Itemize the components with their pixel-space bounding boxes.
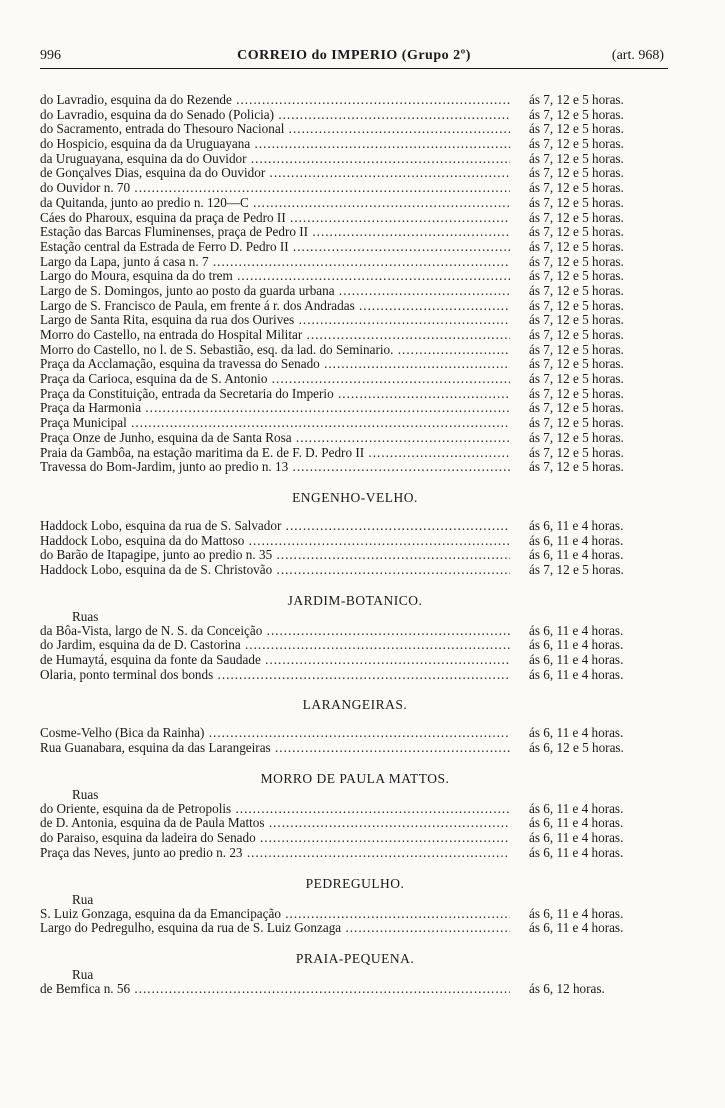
section-title-pedregulho: PEDREGULHO. [305,875,405,891]
location-text: Estação das Barcas Fluminenses, praça de Pedro II ..... [40,225,510,240]
subheading-ruas: Ruas [72,786,99,802]
location-text: Morro do Castello, na entrada do Hospital Militar ..... [40,328,510,343]
hours-text: ás 7, 12 e 5 horas. [525,328,624,343]
list-item [40,328,670,343]
hours-text: ás 6, 11 e 4 horas. [525,907,623,922]
location-text: de D. Antonia, esquina da de Paula Mattos ..... [40,816,510,831]
larangeiras-list [40,726,670,755]
section-title-larangeiras: LARANGEIRAS. [302,697,408,713]
location-text: de Bemfica n. 56 ..... [40,982,510,997]
hours-text: ás 7, 12 e 5 horas. [525,152,624,167]
location-text: Praça Municipal ..... [40,416,510,431]
location-text: Morro do Castello, no l. de S. Sebastião, esq. da lad. do Seminario. ..... [40,343,510,358]
praia-pequena-list [40,982,670,997]
hours-text: ás 7, 12 e 5 horas. [525,122,624,137]
subheading-rua: Rua [72,891,94,907]
list-item [40,343,670,358]
page-title: CORREIO do IMPERIO (Grupo 2º) [237,48,471,63]
jardim-botanico-list [40,624,670,683]
hours-text: ás 7, 12 e 5 horas. [525,431,624,446]
list-item [40,534,670,549]
list-item [40,726,670,741]
hours-text: ás 6, 12 horas. [525,982,605,997]
list-item [40,196,670,211]
list-item [40,802,670,817]
location-text: Largo de Santa Rita, esquina da rua dos Ourives ..... [40,313,510,328]
list-item [40,240,670,255]
list-item [40,269,670,284]
location-text: da Bôa-Vista, largo de N. S. da Conceição ..... [40,624,510,639]
list-item [40,211,670,226]
list-item [40,668,670,683]
list-item [40,299,670,314]
hours-text: ás 7, 12 e 5 horas. [525,93,624,108]
hours-text: ás 6, 12 e 5 horas. [525,741,624,756]
hours-text: ás 6, 11 e 4 horas. [525,534,623,549]
hours-text: ás 7, 12 e 5 horas. [525,108,624,123]
location-text: Praça da Constituição, entrada da Secretaria do Imperio ..... [40,387,510,402]
list-item [40,446,670,461]
list-item [40,921,670,936]
location-text: Haddock Lobo, esquina da rua de S. Salvador ..... [40,519,510,534]
location-text: Estação central da Estrada de Ferro D. Pedro II ..... [40,240,510,255]
location-text: Olaria, ponto terminal dos bonds ..... [40,668,510,683]
document-body [40,93,670,997]
article-reference: (art. 968) [611,48,664,63]
list-item [40,255,670,270]
hours-text: ás 7, 12 e 5 horas. [525,372,624,387]
morro-paula-mattos-list [40,802,670,861]
hours-text: ás 6, 11 e 4 horas. [525,816,623,831]
list-item [40,284,670,299]
section-title-praia-pequena: PRAIA-PEQUENA. [295,950,415,966]
location-text: Rua Guanabara, esquina da das Larangeiras ..... [40,741,510,756]
hours-text: ás 6, 11 e 4 horas. [525,548,623,563]
location-text: do Lavradio, esquina da do Rezende ..... [40,93,510,108]
subheading-rua: Rua [72,966,94,982]
hours-text: ás 7, 12 e 5 horas. [525,416,624,431]
list-item [40,831,670,846]
hours-text: ás 7, 12 e 5 horas. [525,563,624,578]
list-item [40,166,670,181]
list-item [40,460,670,475]
hours-text: ás 7, 12 e 5 horas. [525,225,624,240]
list-item [40,638,670,653]
section-title-morro-paula-mattos: MORRO DE PAULA MATTOS. [260,770,450,786]
hours-text: ás 7, 12 e 5 horas. [525,255,624,270]
list-item [40,137,670,152]
hours-text: ás 7, 12 e 5 horas. [525,343,624,358]
hours-text: ás 6, 11 e 4 horas. [525,519,623,534]
page-number: 996 [40,48,61,63]
location-text: do Jardim, esquina da de D. Castorina ..... [40,638,510,653]
location-text: do Hospicio, esquina da da Uruguayana ..... [40,137,510,152]
hours-text: ás 7, 12 e 5 horas. [525,299,624,314]
centro-list [40,93,670,475]
location-text: Praça da Carioca, esquina da de S. Antonio ..... [40,372,510,387]
list-item [40,982,670,997]
hours-text: ás 7, 12 e 5 horas. [525,181,624,196]
list-item [40,93,670,108]
section-title-jardim-botanico: JARDIM-BOTANICO. [287,592,423,608]
location-text: Cáes do Pharoux, esquina da praça de Pedro II ..... [40,211,510,226]
hours-text: ás 7, 12 e 5 horas. [525,137,624,152]
location-text: do Lavradio, esquina da do Senado (Policia) ..... [40,108,510,123]
list-item [40,519,670,534]
hours-text: ás 7, 12 e 5 horas. [525,211,624,226]
section-title-engenho-velho: ENGENHO-VELHO. [292,489,418,505]
hours-text: ás 7, 12 e 5 horas. [525,166,624,181]
list-item [40,548,670,563]
location-text: do Oriente, esquina da de Petropolis ..... [40,802,510,817]
location-text: Praça da Harmonia ..... [40,401,510,416]
location-text: da Uruguayana, esquina da do Ouvidor ..... [40,152,510,167]
location-text: Travessa do Bom-Jardim, junto ao predio n. 13 ..... [40,460,510,475]
list-item [40,563,670,578]
list-item [40,108,670,123]
list-item [40,624,670,639]
list-item [40,181,670,196]
list-item [40,387,670,402]
hours-text: ás 6, 11 e 4 horas. [525,653,623,668]
hours-text: ás 7, 12 e 5 horas. [525,240,624,255]
hours-text: ás 7, 12 e 5 horas. [525,446,624,461]
location-text: do Ouvidor n. 70 ..... [40,181,510,196]
location-text: Praça da Acclamação, esquina da travessa do Senado ..... [40,357,510,372]
location-text: Largo do Moura, esquina da do trem ..... [40,269,510,284]
hours-text: ás 6, 11 e 4 horas. [525,624,623,639]
list-item [40,152,670,167]
hours-text: ás 6, 11 e 4 horas. [525,831,623,846]
hours-text: ás 6, 11 e 4 horas. [525,726,623,741]
list-item [40,357,670,372]
location-text: do Barão de Itapagipe, junto ao predio n. 35 ..... [40,548,510,563]
location-text: Largo de S. Domingos, junto ao posto da guarda urbana ..... [40,284,510,299]
location-text: Largo da Lapa, junto á casa n. 7 ..... [40,255,510,270]
location-text: de Gonçalves Dias, esquina da do Ouvidor ..... [40,166,510,181]
hours-text: ás 7, 12 e 5 horas. [525,401,624,416]
list-item [40,416,670,431]
hours-text: ás 7, 12 e 5 horas. [525,357,624,372]
list-item [40,907,670,922]
location-text: do Paraiso, esquina da ladeira do Senado ..... [40,831,510,846]
engenho-velho-list [40,519,670,578]
location-text: Cosme-Velho (Bica da Rainha) ..... [40,726,510,741]
hours-text: ás 6, 11 e 4 horas. [525,668,623,683]
list-item [40,431,670,446]
hours-text: ás 7, 12 e 5 horas. [525,196,624,211]
hours-text: ás 6, 11 e 4 horas. [525,846,623,861]
page-header [40,48,668,69]
list-item [40,372,670,387]
list-item [40,122,670,137]
location-text: da Quitanda, junto ao predio n. 120—C ..... [40,196,510,211]
location-text: S. Luiz Gonzaga, esquina da da Emancipação ..... [40,907,510,922]
list-item [40,816,670,831]
list-item [40,313,670,328]
hours-text: ás 7, 12 e 5 horas. [525,387,624,402]
location-text: Praça Onze de Junho, esquina da de Santa Rosa ..... [40,431,510,446]
list-item [40,653,670,668]
location-text: Haddock Lobo, esquina da de S. Christovão ..... [40,563,510,578]
hours-text: ás 7, 12 e 5 horas. [525,284,624,299]
list-item [40,741,670,756]
hours-text: ás 6, 11 e 4 horas. [525,802,623,817]
location-text: Largo de S. Francisco de Paula, em frente á r. dos Andradas ..... [40,299,510,314]
list-item [40,225,670,240]
list-item [40,846,670,861]
list-item [40,401,670,416]
hours-text: ás 7, 12 e 5 horas. [525,269,624,284]
location-text: Haddock Lobo, esquina da do Mattoso ..... [40,534,510,549]
hours-text: ás 6, 11 e 4 horas. [525,638,623,653]
hours-text: ás 7, 12 e 5 horas. [525,313,624,328]
location-text: Praia da Gambôa, na estação maritima da E. de F. D. Pedro II ..... [40,446,510,461]
hours-text: ás 7, 12 e 5 horas. [525,460,624,475]
location-text: Praça das Neves, junto ao predio n. 23 ..... [40,846,510,861]
pedregulho-list [40,907,670,936]
location-text: Largo do Pedregulho, esquina da rua de S. Luiz Gonzaga ..... [40,921,510,936]
location-text: de Humaytá, esquina da fonte da Saudade ..... [40,653,510,668]
subheading-ruas: Ruas [72,608,99,624]
hours-text: ás 6, 11 e 4 horas. [525,921,623,936]
location-text: do Sacramento, entrada do Thesouro Nacional ..... [40,122,510,137]
